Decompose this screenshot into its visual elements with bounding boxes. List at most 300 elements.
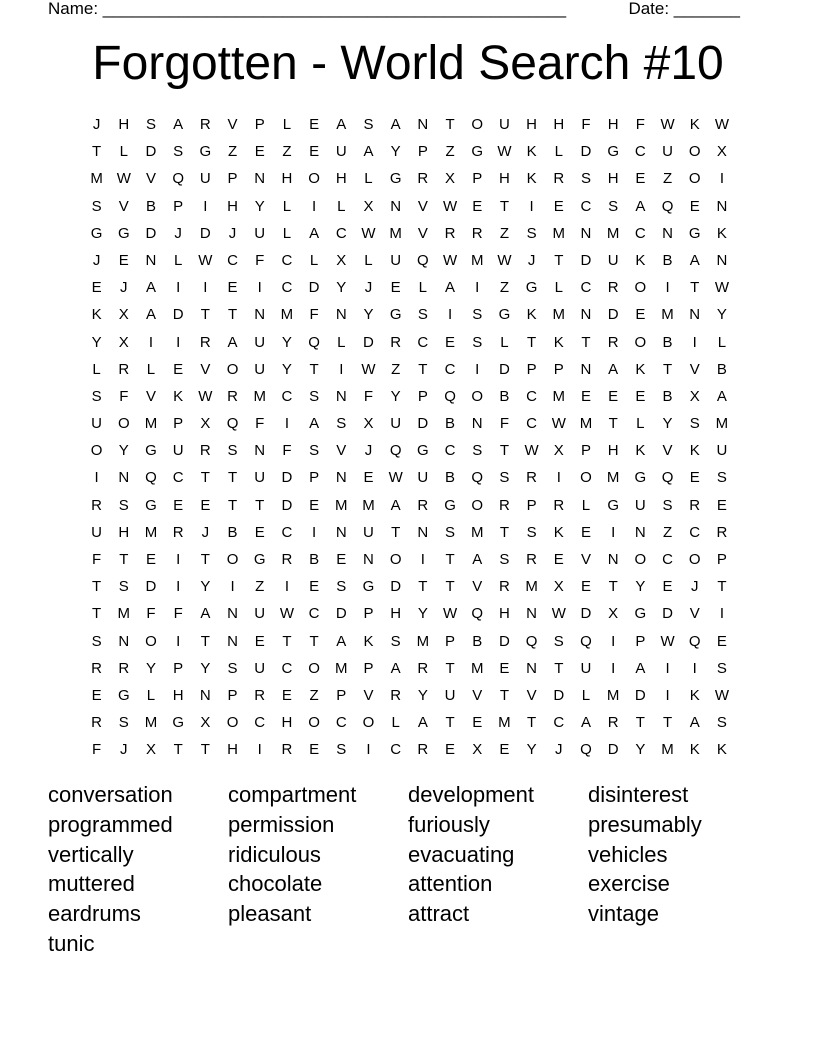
grid-letter: T xyxy=(635,714,645,732)
grid-letter: M xyxy=(470,659,484,677)
grid-letter: A xyxy=(309,415,320,433)
grid-letter: T xyxy=(200,632,210,650)
grid-letter: D xyxy=(634,686,646,704)
grid-letter: T xyxy=(119,551,129,568)
grid-letter: Z xyxy=(499,279,509,297)
grid-letter: O xyxy=(362,714,375,732)
grid-letter: X xyxy=(553,578,564,596)
grid-letter: M xyxy=(552,306,566,324)
grid-letter: Q xyxy=(389,442,402,460)
grid-letter: E xyxy=(363,469,374,487)
grid-letter: B xyxy=(472,632,483,650)
grid-letter: C xyxy=(417,333,429,351)
grid-letter: A xyxy=(145,306,156,324)
grid-letter: C xyxy=(308,605,320,623)
grid-letter: F xyxy=(92,551,102,568)
grid-letter: T xyxy=(499,442,509,460)
grid-letter: K xyxy=(689,116,700,133)
grid-letter: Z xyxy=(445,143,455,161)
grid-letter: S xyxy=(336,415,347,433)
grid-letter: G xyxy=(444,496,456,514)
grid-letter: C xyxy=(281,251,293,269)
grid-letter: X xyxy=(608,605,619,623)
grid-letter: O xyxy=(688,143,701,161)
grid-letter: Q xyxy=(661,469,674,487)
grid-letter: I xyxy=(257,741,262,759)
grid-letter: O xyxy=(308,170,320,188)
grid-letter: G xyxy=(389,306,402,324)
grid-letter: N xyxy=(335,469,347,487)
grid-letter: B xyxy=(445,469,456,487)
grid-letter: A xyxy=(689,251,700,269)
grid-letter: P xyxy=(173,659,184,677)
grid-letter: R xyxy=(281,551,293,568)
grid-letter: P xyxy=(227,170,238,188)
grid-letter: A xyxy=(580,714,591,732)
grid-letter: T xyxy=(200,741,210,759)
name-field-label[interactable]: Name: _________________________________________________ xyxy=(48,0,567,18)
grid-letter: R xyxy=(444,224,456,242)
grid-letter: E xyxy=(689,197,700,215)
grid-letter: R xyxy=(390,333,402,351)
grid-letter: U xyxy=(580,659,592,677)
word-list-item: programmed xyxy=(48,811,173,837)
grid-letter: I xyxy=(475,360,480,378)
grid-letter: X xyxy=(689,387,700,405)
grid-letter: T xyxy=(690,279,700,297)
grid-letter: S xyxy=(336,741,347,759)
grid-letter: M xyxy=(552,387,566,405)
grid-letter: S xyxy=(363,116,374,133)
grid-letter: P xyxy=(173,197,184,215)
grid-letter: S xyxy=(553,632,564,650)
grid-letter: T xyxy=(92,578,102,596)
grid-letter: N xyxy=(118,469,130,487)
grid-letter: R xyxy=(118,659,130,677)
grid-letter: X xyxy=(472,741,483,759)
grid-letter: V xyxy=(363,686,374,704)
grid-letter: S xyxy=(390,632,401,650)
grid-letter: E xyxy=(173,360,184,378)
grid-letter: H xyxy=(498,605,510,623)
word-list-item: furiously xyxy=(408,811,490,837)
grid-letter: T xyxy=(173,741,183,759)
grid-letter: P xyxy=(363,659,374,677)
grid-letter: L xyxy=(636,415,645,433)
grid-letter: E xyxy=(580,578,591,596)
grid-letter: L xyxy=(173,251,183,269)
grid-letter: D xyxy=(607,306,619,324)
grid-letter: Y xyxy=(417,686,428,704)
grid-letter: E xyxy=(580,387,591,405)
grid-letter: W xyxy=(660,116,675,133)
grid-letter: C xyxy=(172,469,184,487)
grid-letter: D xyxy=(417,415,429,433)
grid-letter: R xyxy=(526,469,538,487)
grid-letter: U xyxy=(254,333,266,351)
grid-letter: V xyxy=(145,387,156,405)
grid-letter: P xyxy=(417,143,428,161)
grid-letter: L xyxy=(92,360,101,378)
grid-letter: J xyxy=(228,224,237,242)
grid-letter: N xyxy=(390,197,402,215)
date-field-label[interactable]: Date: _______ xyxy=(628,0,740,18)
grid-letter: E xyxy=(336,551,347,568)
grid-letter: V xyxy=(526,686,537,704)
grid-letter: D xyxy=(363,333,374,351)
grid-letter: E xyxy=(254,523,265,541)
grid-letter: A xyxy=(145,279,156,297)
grid-letter: I xyxy=(176,632,181,650)
grid-letter: X xyxy=(716,143,727,161)
grid-letter: G xyxy=(634,469,647,487)
grid-letter: S xyxy=(91,632,102,650)
grid-letter: B xyxy=(662,333,673,351)
grid-letter: D xyxy=(580,605,592,623)
grid-letter: M xyxy=(253,387,266,405)
grid-letter: B xyxy=(716,360,727,378)
grid-letter: T xyxy=(527,333,537,351)
grid-letter: I xyxy=(148,333,154,351)
grid-letter: D xyxy=(607,741,619,759)
grid-letter: H xyxy=(526,116,538,133)
grid-letter: I xyxy=(447,306,453,324)
grid-letter: S xyxy=(91,387,102,405)
grid-letter: G xyxy=(389,170,402,188)
grid-letter: F xyxy=(635,116,645,133)
grid-letter: D xyxy=(281,496,293,514)
grid-letter: E xyxy=(635,306,646,324)
grid-letter: M xyxy=(389,224,402,242)
grid-letter: F xyxy=(146,605,156,623)
grid-letter: R xyxy=(553,170,565,188)
grid-letter: N xyxy=(254,442,266,460)
grid-letter: P xyxy=(417,387,428,405)
grid-letter: I xyxy=(719,170,724,188)
grid-letter: W xyxy=(198,251,213,269)
grid-letter: D xyxy=(308,279,320,297)
grid-letter: M xyxy=(606,469,620,487)
grid-letter: S xyxy=(580,170,591,188)
grid-letter: K xyxy=(526,306,537,324)
grid-letter: I xyxy=(665,686,670,704)
grid-letter: D xyxy=(145,224,157,242)
grid-letter: E xyxy=(309,116,320,133)
grid-letter: S xyxy=(472,442,483,460)
grid-letter: S xyxy=(118,578,129,596)
word-list-item: conversation xyxy=(48,782,173,807)
grid-letter: S xyxy=(336,578,347,596)
grid-letter: K xyxy=(553,333,564,351)
grid-letter: F xyxy=(92,741,102,759)
grid-letter: W xyxy=(551,605,566,623)
grid-letter: G xyxy=(417,442,429,460)
grid-letter: V xyxy=(227,116,238,133)
grid-letter: Y xyxy=(118,442,129,460)
grid-letter: C xyxy=(335,714,347,732)
grid-letter: S xyxy=(526,224,537,242)
grid-letter: O xyxy=(471,116,484,133)
grid-letter: L xyxy=(146,360,156,378)
grid-letter: E xyxy=(281,686,292,704)
grid-letter: H xyxy=(227,197,238,215)
grid-letter: T xyxy=(662,360,673,378)
grid-letter: I xyxy=(665,279,670,297)
grid-letter: L xyxy=(581,686,591,704)
grid-letter: G xyxy=(525,279,538,297)
grid-letter: H xyxy=(118,523,130,541)
grid-letter: S xyxy=(716,659,727,677)
grid-letter: N xyxy=(254,170,266,188)
grid-letter: Y xyxy=(363,306,374,324)
grid-letter: E xyxy=(309,741,320,759)
grid-letter: Z xyxy=(227,143,238,161)
grid-letter: L xyxy=(364,170,373,188)
grid-letter: S xyxy=(173,143,184,161)
grid-letter: C xyxy=(553,714,565,732)
grid-letter: C xyxy=(227,251,238,269)
grid-letter: T xyxy=(445,116,455,133)
grid-letter: T xyxy=(282,632,292,650)
grid-letter: S xyxy=(472,333,483,351)
grid-letter: T xyxy=(581,333,591,351)
grid-letter: E xyxy=(472,714,483,732)
grid-letter: W xyxy=(116,170,131,188)
grid-letter: V xyxy=(417,224,428,242)
grid-letter: K xyxy=(689,686,700,704)
grid-letter: A xyxy=(336,116,347,133)
word-list-item: vehicles xyxy=(588,841,668,867)
grid-letter: P xyxy=(254,116,265,133)
grid-letter: I xyxy=(475,279,480,297)
grid-letter: Q xyxy=(226,415,239,433)
grid-letter: X xyxy=(336,251,347,269)
grid-letter: A xyxy=(445,279,456,297)
word-list-item: attention xyxy=(408,871,493,897)
grid-letter: C xyxy=(580,197,592,215)
grid-letter: M xyxy=(661,306,674,324)
grid-letter: R xyxy=(471,224,483,242)
grid-letter: S xyxy=(91,197,102,215)
grid-letter: M xyxy=(335,659,348,677)
word-list-item: pleasant xyxy=(228,901,312,927)
grid-letter: Y xyxy=(200,578,211,596)
grid-letter: H xyxy=(172,686,184,704)
grid-letter: E xyxy=(254,632,265,650)
grid-letter: S xyxy=(662,496,673,514)
grid-letter: T xyxy=(200,551,210,568)
grid-letter: N xyxy=(335,306,347,324)
grid-letter: O xyxy=(117,415,130,433)
grid-letter: U xyxy=(417,469,429,487)
grid-letter: D xyxy=(662,605,673,623)
grid-letter: M xyxy=(715,415,729,433)
grid-letter: T xyxy=(227,306,238,324)
grid-letter: T xyxy=(554,251,564,269)
grid-letter: W xyxy=(714,686,729,704)
grid-letter: A xyxy=(390,116,401,133)
grid-letter: D xyxy=(281,469,293,487)
grid-letter: V xyxy=(336,442,347,460)
grid-letter: U xyxy=(172,442,184,460)
grid-letter: W xyxy=(442,251,458,269)
grid-letter: I xyxy=(284,415,289,433)
grid-letter: X xyxy=(553,442,564,460)
grid-letter: P xyxy=(363,605,374,623)
grid-letter: P xyxy=(173,415,184,433)
grid-letter: W xyxy=(442,605,458,623)
grid-letter: U xyxy=(91,523,103,541)
grid-letter: U xyxy=(199,170,211,188)
grid-letter: L xyxy=(282,224,292,242)
grid-letter: A xyxy=(635,659,646,677)
grid-letter: N xyxy=(689,306,701,324)
grid-letter: A xyxy=(608,360,619,378)
grid-letter: J xyxy=(364,279,373,297)
grid-letter: G xyxy=(90,224,103,242)
grid-letter: Y xyxy=(281,360,292,378)
grid-letter: M xyxy=(416,632,430,650)
grid-letter: H xyxy=(335,170,347,188)
grid-letter: I xyxy=(312,197,317,215)
grid-letter: M xyxy=(579,415,593,433)
word-list-item: ridiculous xyxy=(228,841,321,867)
grid-letter: H xyxy=(553,116,565,133)
grid-letter: M xyxy=(661,741,674,759)
grid-letter: Y xyxy=(662,415,673,433)
grid-letter: S xyxy=(227,659,238,677)
word-list-item: presumably xyxy=(588,811,702,837)
grid-letter: G xyxy=(199,143,212,161)
grid-letter: C xyxy=(662,551,673,568)
grid-letter: A xyxy=(689,714,700,732)
grid-letter: V xyxy=(689,360,700,378)
grid-letter: A xyxy=(227,333,238,351)
grid-letter: V xyxy=(200,360,211,378)
grid-letter: T xyxy=(227,469,238,487)
grid-letter: L xyxy=(364,251,373,269)
grid-letter: T xyxy=(445,551,455,568)
grid-letter: T xyxy=(92,605,102,623)
grid-letter: L xyxy=(119,143,128,161)
grid-letter: I xyxy=(176,578,181,596)
grid-letter: Z xyxy=(309,686,319,704)
grid-letter: B xyxy=(445,415,456,433)
grid-letter: S xyxy=(445,523,456,541)
grid-letter: G xyxy=(145,442,157,460)
grid-letter: P xyxy=(580,442,591,460)
grid-letter: R xyxy=(118,360,130,378)
grid-letter: G xyxy=(471,143,484,161)
grid-letter: I xyxy=(420,551,425,568)
grid-letter: I xyxy=(312,523,317,541)
grid-letter: C xyxy=(634,143,646,161)
grid-letter: M xyxy=(362,496,375,514)
grid-letter: T xyxy=(418,578,428,596)
grid-letter: X xyxy=(200,714,211,732)
grid-letter: U xyxy=(662,143,673,161)
grid-letter: O xyxy=(634,551,647,568)
grid-letter: T xyxy=(445,578,455,596)
word-list-item: permission xyxy=(228,811,335,837)
page-title: Forgotten - World Search #10 xyxy=(92,37,724,90)
grid-letter: C xyxy=(634,224,646,242)
grid-letter: K xyxy=(635,251,646,269)
grid-letter: N xyxy=(580,306,592,324)
grid-letter: E xyxy=(472,197,483,215)
grid-letter: M xyxy=(144,523,158,541)
grid-letter: O xyxy=(634,333,647,351)
grid-letter: T xyxy=(499,686,509,704)
grid-letter: G xyxy=(145,496,157,514)
grid-letter: U xyxy=(91,415,103,433)
grid-letter: P xyxy=(635,632,646,650)
grid-letter: N xyxy=(526,659,538,677)
grid-letter: G xyxy=(172,714,184,732)
grid-letter: O xyxy=(308,714,320,732)
grid-letter: C xyxy=(254,714,266,732)
grid-letter: V xyxy=(580,551,591,568)
grid-letter: T xyxy=(527,714,537,732)
grid-letter: K xyxy=(635,442,646,460)
grid-letter: Q xyxy=(661,197,674,215)
grid-letter: D xyxy=(172,306,184,324)
grid-letter: D xyxy=(553,686,565,704)
grid-letter: U xyxy=(254,659,266,677)
grid-letter: F xyxy=(255,251,265,269)
grid-letter: O xyxy=(688,551,701,568)
grid-letter: J xyxy=(201,523,210,541)
grid-letter: R xyxy=(526,551,538,568)
grid-letter: R xyxy=(91,496,103,514)
grid-letter: F xyxy=(173,605,183,623)
grid-letter: W xyxy=(714,116,729,133)
grid-letter: C xyxy=(281,659,293,677)
grid-letter: T xyxy=(662,714,673,732)
grid-letter: R xyxy=(553,496,565,514)
grid-letter: P xyxy=(716,551,727,568)
grid-letter: M xyxy=(470,523,484,541)
grid-letter: K xyxy=(716,224,727,242)
grid-letter: W xyxy=(714,279,729,297)
grid-letter: T xyxy=(200,306,210,324)
grid-letter: C xyxy=(526,415,538,433)
word-list-item: tunic xyxy=(48,930,95,956)
grid-letter: E xyxy=(580,523,591,541)
grid-letter: T xyxy=(227,496,238,514)
grid-letter: G xyxy=(362,578,375,596)
grid-letter: J xyxy=(92,251,101,269)
grid-letter: S xyxy=(145,116,156,133)
grid-letter: U xyxy=(363,523,374,541)
grid-letter: D xyxy=(580,143,592,161)
grid-letter: K xyxy=(689,741,700,759)
grid-letter: J xyxy=(364,442,373,460)
grid-letter: W xyxy=(551,415,566,433)
grid-letter: T xyxy=(92,143,102,161)
grid-letter: A xyxy=(173,116,184,133)
grid-letter: Q xyxy=(471,605,484,623)
word-list-item: eardrums xyxy=(48,901,141,927)
grid-letter: I xyxy=(611,632,616,650)
grid-letter: S xyxy=(716,714,727,732)
grid-letter: M xyxy=(498,714,511,732)
grid-letter: U xyxy=(716,442,728,460)
grid-letter: E xyxy=(445,333,456,351)
grid-letter: H xyxy=(281,170,293,188)
grid-letter: N xyxy=(335,387,347,405)
grid-letter: W xyxy=(388,469,403,487)
